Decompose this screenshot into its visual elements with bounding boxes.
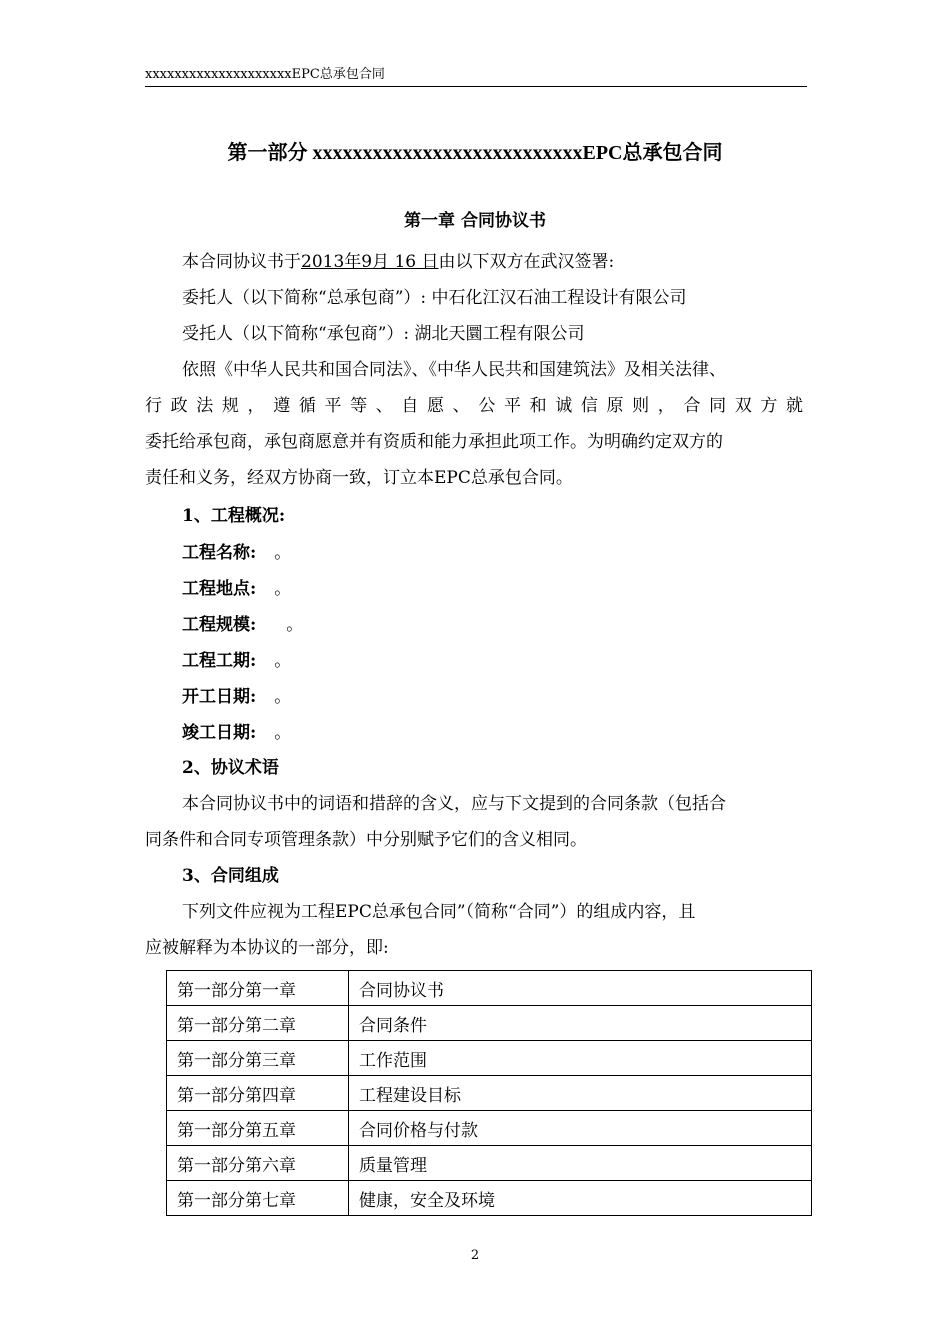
table-row: [167, 1146, 812, 1181]
field-start-date: [182, 685, 291, 709]
basis-line-1: 依照《中华人民共和国合同法》、《中华人民共和国建筑法》及相关法律、: [182, 360, 726, 380]
section-2-line-1: 本合同协议书中的词语和措辞的含义，应与下文提到的合同条款（包括合: [182, 794, 726, 814]
field-label: 工程名称:: [182, 543, 257, 563]
table-row: [167, 1111, 812, 1146]
field-completion-date: [182, 721, 291, 745]
table-row: [167, 1006, 812, 1041]
basis-line-3: 委托给承包商，承包商愿意并有资质和能力承担此项工作。为明确约定双方的: [145, 432, 723, 452]
table-cell-document: 工程建设目标: [349, 1076, 812, 1111]
section-2-heading: 2、协议术语: [182, 758, 279, 778]
table-cell-document: 合同条件: [349, 1006, 812, 1041]
section-3-heading: 3、合同组成: [182, 866, 279, 886]
field-value: 。: [274, 543, 292, 563]
intro-paragraph: [182, 250, 614, 274]
table-row: [167, 1076, 812, 1111]
basis-line-2: 行政法规，遵循平等、自愿、公平和诚信原则，合同双方就: [145, 396, 803, 416]
section-1-heading: 1、工程概况:: [182, 506, 286, 526]
basis-line-4: 责任和义务，经双方协商一致，订立本EPC总承包合同。: [145, 468, 573, 488]
client-line: 委托人（以下简称“总承包商”）: 中石化江汉石油工程设计有限公司: [182, 288, 687, 308]
section-3-line-2: 应被解释为本协议的一部分，即:: [145, 938, 389, 958]
section-2-line-2: 同条件和合同专项管理条款）中分别赋予它们的含义相同。: [145, 830, 587, 850]
table-row: [167, 1181, 812, 1216]
table-cell-document: 合同协议书: [349, 971, 812, 1006]
contractor-line: 受托人（以下简称“承包商”）: 湖北天圜工程有限公司: [182, 324, 585, 344]
field-label: 竣工日期:: [182, 723, 257, 743]
field-value: 。: [274, 651, 292, 671]
table-cell-document: 健康，安全及环境: [349, 1181, 812, 1216]
section-3-line-1: 下列文件应视为工程EPC总承包合同”（简称“合同”）的组成内容，且: [182, 902, 696, 922]
table-row: [167, 1041, 812, 1076]
table-cell-part: 第一部分第三章: [167, 1041, 349, 1076]
field-label: 工程地点:: [182, 579, 257, 599]
table-cell-part: 第一部分第六章: [167, 1146, 349, 1181]
chapter-title: 第一章 合同协议书: [404, 211, 546, 231]
intro-suffix: 由以下双方在武汉签署:: [438, 252, 615, 272]
contract-documents-table: [166, 970, 812, 1216]
field-project-location: [182, 577, 291, 601]
field-project-scale: [182, 613, 303, 637]
field-project-duration: [182, 649, 291, 673]
document-title: 第一部分 xxxxxxxxxxxxxxxxxxxxxxxxxxxEPC总承包合同: [227, 142, 723, 164]
field-value: 。: [274, 579, 292, 599]
header-text: xxxxxxxxxxxxxxxxxxxxEPC总承包合同: [145, 67, 385, 82]
table-cell-document: 质量管理: [349, 1146, 812, 1181]
page-number: 2: [470, 1248, 480, 1263]
table-cell-part: 第一部分第一章: [167, 971, 349, 1006]
field-label: 工程工期:: [182, 651, 257, 671]
table-cell-part: 第一部分第七章: [167, 1181, 349, 1216]
field-value: 。: [274, 723, 292, 743]
table-cell-part: 第一部分第五章: [167, 1111, 349, 1146]
field-project-name: [182, 541, 291, 565]
intro-prefix: 本合同协议书于: [182, 252, 301, 272]
signing-date: 2013年9月 16 日: [301, 252, 439, 272]
table-cell-document: 工作范围: [349, 1041, 812, 1076]
field-label: 工程规模:: [182, 615, 257, 635]
field-value: 。: [286, 615, 304, 635]
page-header: [145, 64, 807, 87]
table-cell-document: 合同价格与付款: [349, 1111, 812, 1146]
field-label: 开工日期:: [182, 687, 257, 707]
table-row: [167, 971, 812, 1006]
table-cell-part: 第一部分第四章: [167, 1076, 349, 1111]
field-value: 。: [274, 687, 292, 707]
table-cell-part: 第一部分第二章: [167, 1006, 349, 1041]
